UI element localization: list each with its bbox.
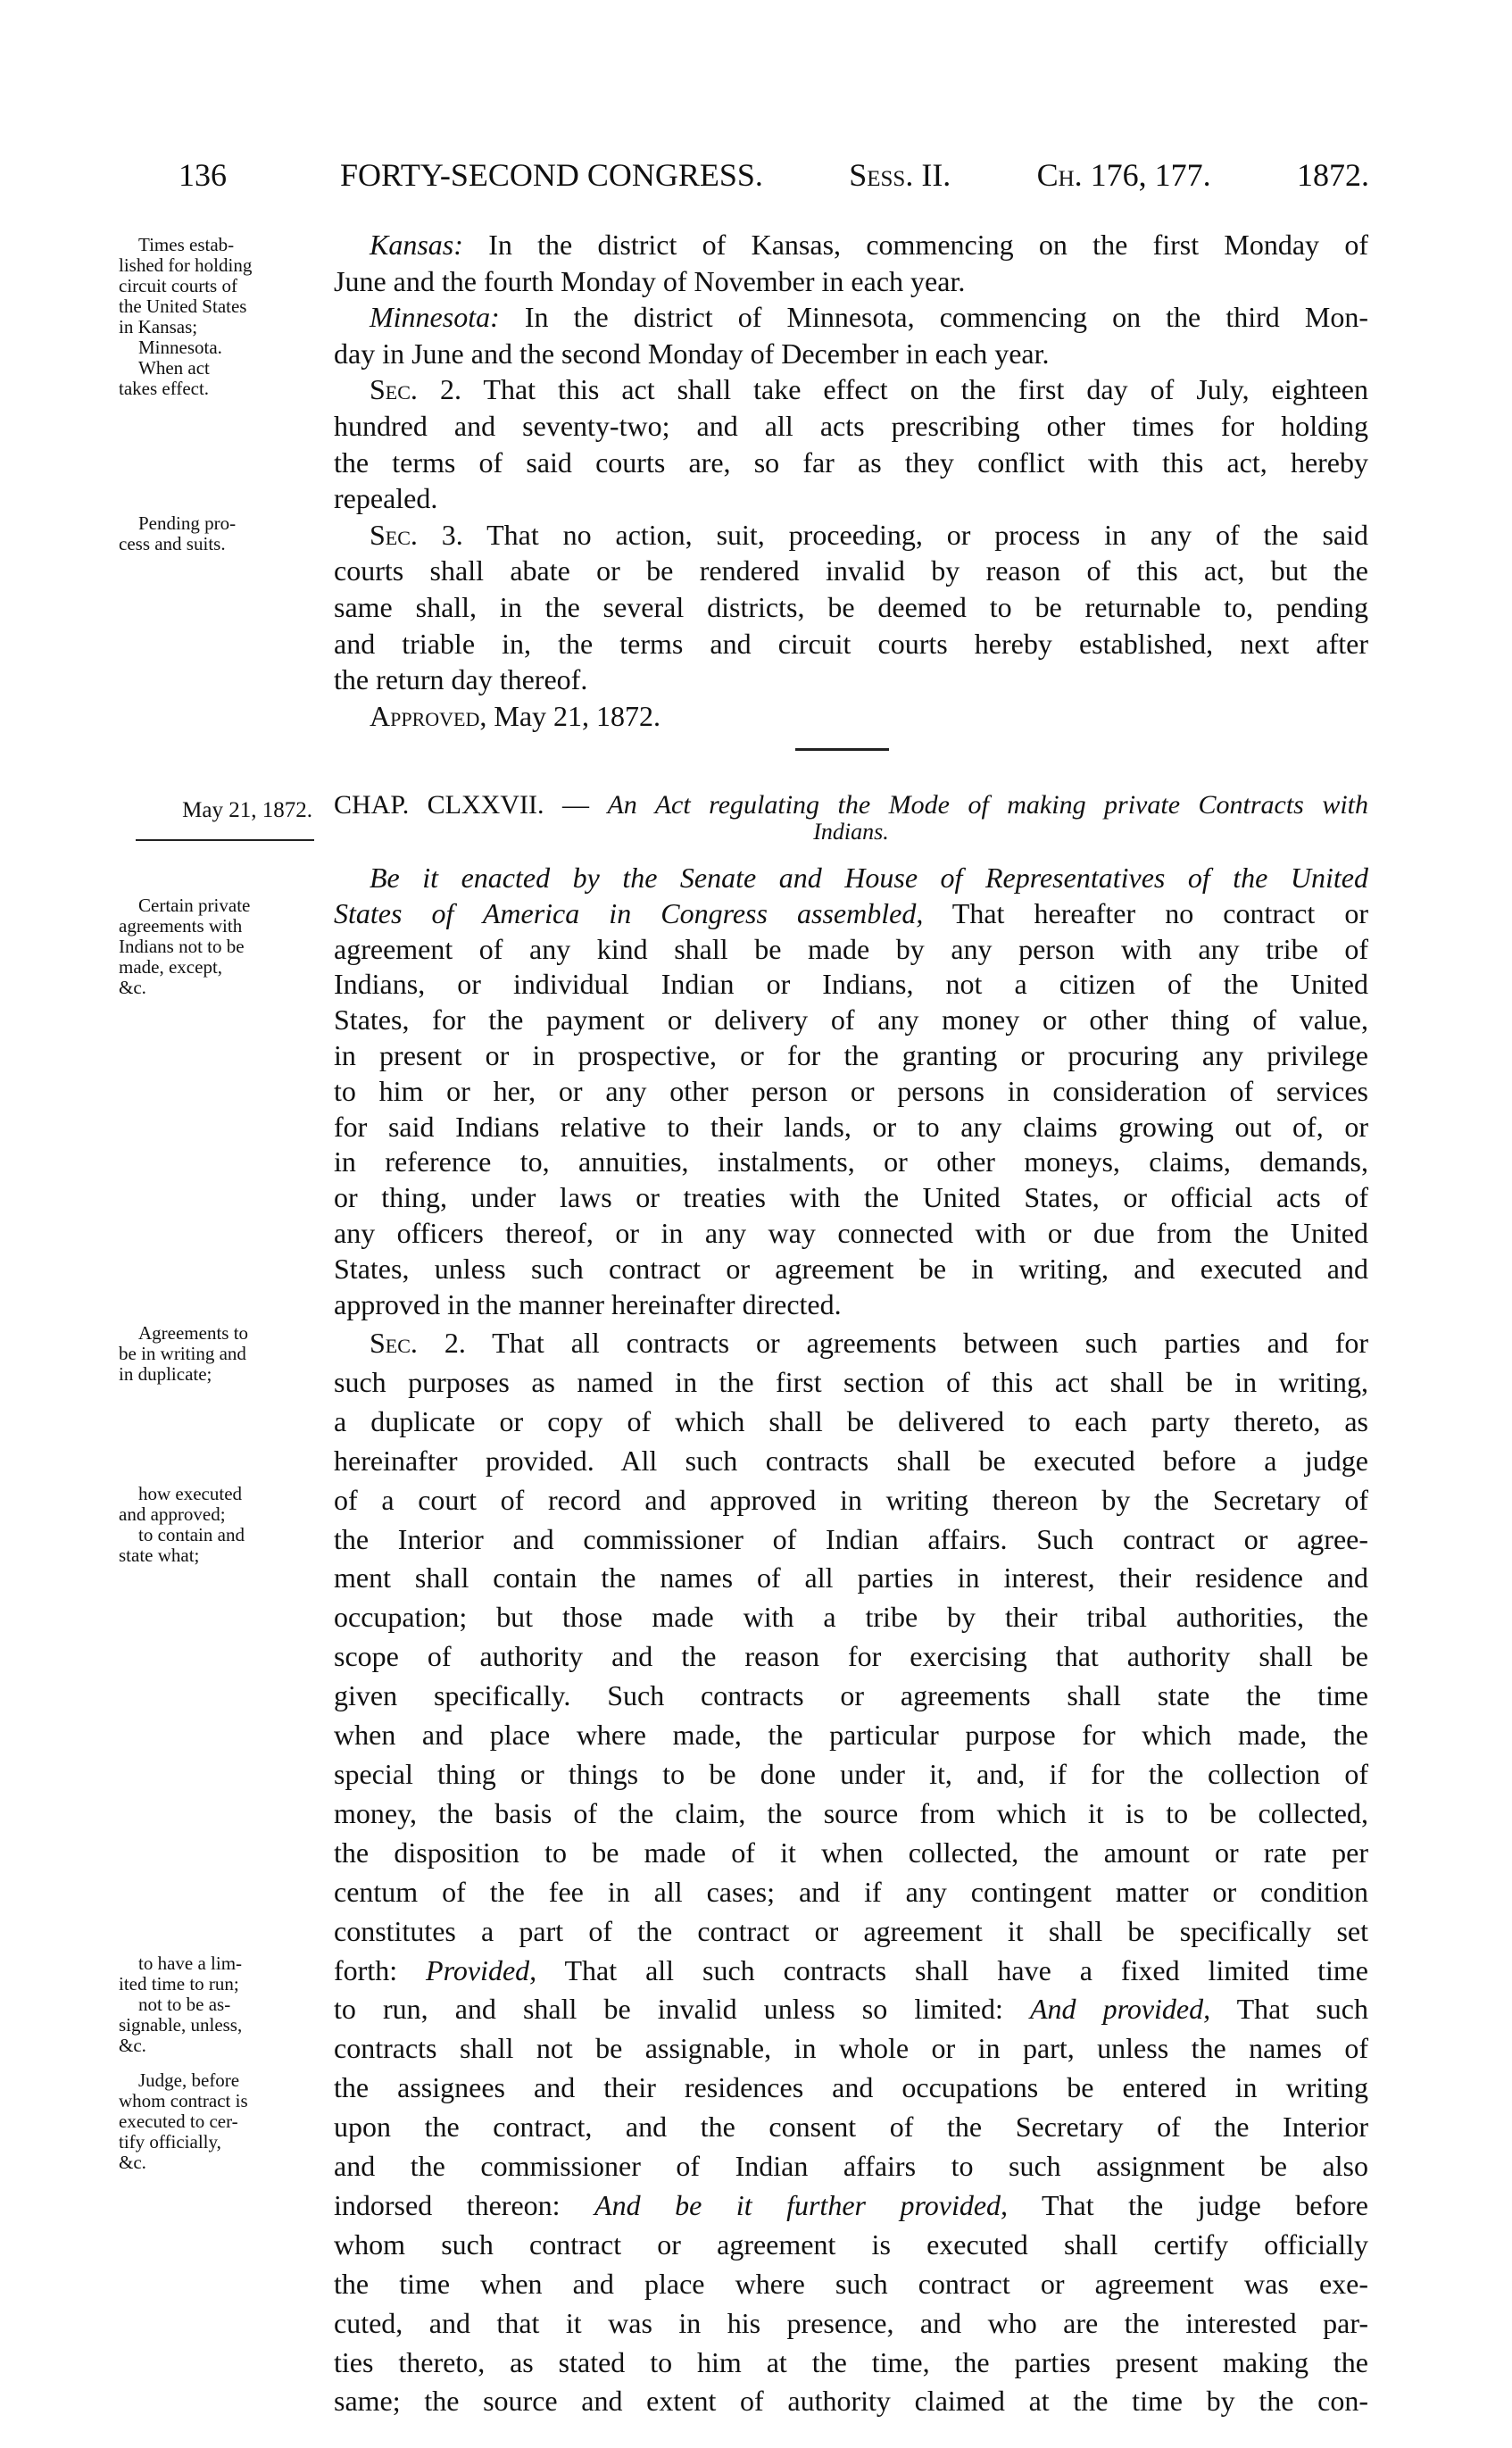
text-line bbox=[334, 1677, 1368, 1716]
text-line bbox=[334, 1363, 1368, 1403]
text-segment: whom such contract or agreement is executed shall certify officially bbox=[334, 2227, 1368, 2261]
text-segment: indorsed thereon: bbox=[334, 2188, 595, 2221]
margin-note-line: Certain private bbox=[138, 895, 251, 916]
margin-note-line: and approved; bbox=[119, 1503, 226, 1525]
text-segment: May 21, 1872. bbox=[486, 699, 661, 732]
text-line bbox=[334, 2186, 1368, 2226]
text-line bbox=[334, 227, 1368, 263]
margin-note-line: Judge, before bbox=[138, 2069, 240, 2091]
text-line bbox=[334, 1520, 1368, 1560]
chapter-title-line2: Indians. bbox=[813, 819, 889, 845]
text-segment: the return day thereof. bbox=[334, 663, 588, 696]
text-line bbox=[334, 698, 1368, 735]
text-segment: same; the source and extent of authority claimed at the time by the con- bbox=[334, 2385, 1368, 2418]
text-segment: States, for the payment or delivery of any money or other thing of value, bbox=[334, 1003, 1368, 1037]
page-number: 136 bbox=[179, 157, 227, 193]
margin-note-agreements-writing bbox=[119, 1323, 329, 1385]
chapter-number: CHAP. CLXXVII. — bbox=[334, 790, 589, 820]
text-line bbox=[334, 626, 1368, 662]
header-congress: FORTY-SECOND CONGRESS. bbox=[340, 157, 763, 193]
text-line bbox=[334, 896, 1368, 932]
margin-note-line: ited time to run; bbox=[119, 1973, 239, 1994]
margin-note-pending-process bbox=[119, 513, 329, 554]
text-line bbox=[334, 1110, 1368, 1145]
margin-note-line: made, except, bbox=[119, 956, 223, 978]
text-segment: Indians, or individual Indian or Indians, not a citizen of the United bbox=[334, 968, 1368, 1001]
text-line bbox=[334, 932, 1368, 968]
header-session: Sess. II. bbox=[849, 157, 951, 193]
margin-note-line: whom contract is bbox=[119, 2090, 248, 2111]
text-segment: centum of the fee in all cases; and if any contingent matter or condition bbox=[334, 1875, 1368, 1908]
text-line bbox=[334, 1990, 1368, 2029]
text-line bbox=[334, 263, 1368, 300]
text-segment: in present or in prospective, or for the granting or procuring any privilege bbox=[334, 1038, 1368, 1071]
text-line bbox=[334, 1074, 1368, 1110]
header-title bbox=[340, 154, 1369, 196]
text-segment: scope of authority and the reason for exercising that authority shall be bbox=[334, 1640, 1368, 1673]
margin-note-line: Minnesota. bbox=[138, 337, 222, 358]
margin-note-line: Agreements to bbox=[138, 1322, 249, 1344]
chapter-date-note: May 21, 1872. bbox=[182, 798, 312, 822]
margin-note-how-executed bbox=[119, 1484, 329, 1566]
text-line bbox=[334, 2108, 1368, 2147]
text-line bbox=[334, 1598, 1368, 1637]
text-line bbox=[334, 1559, 1368, 1598]
text-segment: 3. That no action, suit, proceeding, or process in any of the said bbox=[417, 518, 1368, 551]
text-segment: hereinafter provided. All such contracts shall be executed before a judge bbox=[334, 1444, 1368, 1477]
text-segment: States of America in Congress assembled, bbox=[334, 896, 924, 929]
text-segment: a duplicate or copy of which shall be delivered to each party thereto, as bbox=[334, 1404, 1368, 1437]
text-segment: and triable in, the terms and circuit courts hereby established, next after bbox=[334, 627, 1368, 660]
text-segment: repealed. bbox=[334, 482, 438, 515]
text-segment: Provided, bbox=[426, 1953, 537, 1986]
text-segment: contracts shall not be assignable, in whole or in part, unless the names of bbox=[334, 2032, 1368, 2065]
text-segment: given specifically. Such contracts or agreements shall state the time bbox=[334, 1679, 1368, 1712]
text-segment: courts shall abate or be rendered invalid by reason of this act, but the bbox=[334, 554, 1368, 587]
text-segment: the time when and place where such contract or agreement was exe- bbox=[334, 2267, 1368, 2300]
margin-note-line: executed to cer- bbox=[119, 2111, 238, 2132]
text-segment: upon the contract, and the consent of the Secretary of the Interior bbox=[334, 2111, 1368, 2144]
text-line bbox=[334, 1403, 1368, 1442]
text-line bbox=[334, 2069, 1368, 2108]
text-line bbox=[334, 1003, 1368, 1038]
text-segment: approved in the manner hereinafter directed. bbox=[334, 1287, 842, 1320]
date-underline bbox=[136, 839, 314, 841]
text-line bbox=[334, 2304, 1368, 2344]
text-segment: In the district of Kansas, commencing on the first Monday of bbox=[462, 229, 1368, 261]
margin-note-line: takes effect. bbox=[119, 378, 210, 399]
text-line bbox=[334, 861, 1368, 896]
text-line bbox=[334, 1912, 1368, 1952]
text-segment: That hereafter no contract or bbox=[923, 896, 1369, 929]
text-segment: Sec. bbox=[370, 518, 418, 551]
text-line bbox=[334, 553, 1368, 589]
text-block-enacting-clause bbox=[334, 861, 1368, 1322]
header-chapter: Ch. 176, 177. bbox=[1036, 157, 1211, 193]
text-line bbox=[334, 408, 1368, 445]
text-line bbox=[334, 480, 1368, 517]
text-segment: Approved, bbox=[370, 699, 487, 732]
text-segment: special thing or things to be done under it, and, if for the collection of bbox=[334, 1757, 1368, 1790]
text-line bbox=[334, 2265, 1368, 2304]
text-line bbox=[334, 1755, 1368, 1794]
text-segment: June and the fourth Monday of November in each year. bbox=[334, 264, 966, 297]
margin-note-judge-certify bbox=[119, 2070, 329, 2173]
text-segment: Kansas: bbox=[370, 229, 463, 261]
text-segment: agreement of any kind shall be made by any person with any tribe of bbox=[334, 932, 1368, 965]
text-segment: Sec. bbox=[370, 373, 418, 406]
text-segment: when and place where made, the particular purpose for which made, the bbox=[334, 1719, 1368, 1752]
margin-note-line: Times estab- bbox=[138, 234, 235, 255]
text-line bbox=[334, 517, 1368, 554]
text-segment: day in June and the second Monday of December in each year. bbox=[334, 337, 1050, 370]
text-segment: such purposes as named in the first section of this act shall be in writing, bbox=[334, 1365, 1368, 1398]
text-segment: ties thereto, as stated to him at the time, the parties present making the bbox=[334, 2345, 1368, 2378]
text-line bbox=[334, 1324, 1368, 1363]
margin-note-line: &c. bbox=[119, 977, 146, 998]
text-segment: Minnesota: bbox=[370, 301, 500, 334]
margin-note-line: circuit courts of bbox=[119, 275, 237, 296]
margin-note-line: Pending pro- bbox=[138, 512, 237, 534]
text-segment: the assignees and their residences and occupations be entered in writing bbox=[334, 2071, 1368, 2104]
margin-note-line: &c. bbox=[119, 2035, 146, 2056]
text-segment: constitutes a part of the contract or agreement it shall be specifically set bbox=[334, 1914, 1368, 1947]
chapter-heading bbox=[334, 792, 1368, 845]
header-year: 1872. bbox=[1296, 157, 1369, 193]
margin-note-line: When act bbox=[138, 357, 210, 379]
text-segment: Sec. bbox=[370, 1327, 418, 1359]
margin-note-line: be in writing and bbox=[119, 1343, 246, 1364]
text-line bbox=[334, 1952, 1368, 1991]
margin-note-certain-private-agreements bbox=[119, 895, 329, 998]
margin-note-line: in duplicate; bbox=[119, 1363, 212, 1385]
text-segment: cuted, and that it was in his presence, and who are the interested par- bbox=[334, 2306, 1368, 2339]
text-line bbox=[334, 1180, 1368, 1216]
margin-note-line: not to be as- bbox=[138, 1994, 231, 2015]
text-line bbox=[334, 2147, 1368, 2186]
text-segment: That all such contracts shall have a fixed limited time bbox=[536, 1953, 1369, 1986]
text-line bbox=[334, 2382, 1368, 2421]
margin-note-line: state what; bbox=[119, 1545, 200, 1566]
text-line bbox=[334, 445, 1368, 481]
text-block-section-2 bbox=[334, 1324, 1368, 2421]
text-line bbox=[334, 1252, 1368, 1287]
running-header bbox=[179, 154, 1369, 196]
text-segment: That the judge before bbox=[1008, 2188, 1368, 2221]
chapter-title: An Act regulating the Mode of making private Contracts with bbox=[607, 790, 1369, 820]
text-line bbox=[334, 589, 1368, 626]
margin-note-limited-time bbox=[119, 1953, 329, 2056]
margin-note-line: the United States bbox=[119, 296, 247, 317]
text-segment: States, unless such contract or agreement be in writing, and executed and bbox=[334, 1252, 1368, 1285]
margin-note-line: agreements with bbox=[119, 915, 243, 937]
text-line bbox=[334, 1216, 1368, 1252]
text-segment: the terms of said courts are, so far as they conflict with this act, hereby bbox=[334, 445, 1368, 479]
text-segment: any officers thereof, or in any way connected with or due from the United bbox=[334, 1216, 1368, 1249]
margin-note-line: tify officially, bbox=[119, 2131, 221, 2152]
text-segment: That such bbox=[1210, 1993, 1369, 2026]
text-segment: forth: bbox=[334, 1953, 427, 1986]
margin-note-line: lished for holding bbox=[119, 254, 253, 276]
text-segment: same shall, in the several districts, be deemed to be returnable to, pending bbox=[334, 590, 1368, 623]
text-segment: to him or her, or any other person or persons in consideration of services bbox=[334, 1074, 1368, 1107]
margin-note-times-established bbox=[119, 235, 329, 399]
text-segment: in reference to, annuities, instalments, or other moneys, claims, demands, bbox=[334, 1145, 1368, 1178]
text-line bbox=[334, 2344, 1368, 2383]
text-segment: And be it further provided, bbox=[594, 2188, 1009, 2221]
margin-note-line: how executed bbox=[138, 1483, 243, 1504]
text-segment: the Interior and commissioner of Indian affairs. Such contract or agree- bbox=[334, 1522, 1368, 1555]
text-line bbox=[334, 662, 1368, 698]
margin-note-line: Indians not to be bbox=[119, 936, 245, 957]
text-line bbox=[334, 2226, 1368, 2265]
text-segment: or thing, under laws or treaties with the United States, or official acts of bbox=[334, 1181, 1368, 1214]
text-block-chapter-176 bbox=[334, 227, 1368, 734]
text-line bbox=[334, 967, 1368, 1003]
text-segment: hundred and seventy-two; and all acts prescribing other times for holding bbox=[334, 409, 1368, 442]
text-line bbox=[334, 1794, 1368, 1834]
text-segment: And provided, bbox=[1029, 1993, 1211, 2026]
text-line bbox=[334, 1834, 1368, 1873]
text-segment: money, the basis of the claim, the source from which it is to be collected, bbox=[334, 1796, 1368, 1829]
text-line bbox=[334, 1287, 1368, 1323]
text-line bbox=[334, 1145, 1368, 1180]
margin-note-line: to contain and bbox=[138, 1524, 245, 1545]
text-segment: 2. That this act shall take effect on the first day of July, eighteen bbox=[417, 373, 1368, 406]
text-line bbox=[334, 1716, 1368, 1755]
text-line bbox=[334, 371, 1368, 408]
chapter-heading-line1 bbox=[334, 792, 1368, 819]
text-line bbox=[334, 2029, 1368, 2069]
text-segment: 2. That all contracts or agreements between such parties and for bbox=[417, 1327, 1368, 1359]
text-line bbox=[334, 336, 1368, 372]
margin-note-line: &c. bbox=[119, 2152, 146, 2173]
text-line bbox=[334, 299, 1368, 336]
section-divider bbox=[795, 748, 889, 751]
text-segment: the disposition to be made of it when collected, the amount or rate per bbox=[334, 1836, 1368, 1869]
text-segment: to run, and shall be invalid unless so limited: bbox=[334, 1993, 1030, 2026]
text-segment: Be it enacted by the Senate and House of Representatives of the United bbox=[370, 862, 1368, 894]
text-segment: ment shall contain the names of all parties in interest, their residence and bbox=[334, 1561, 1368, 1595]
margin-note-line: to have a lim- bbox=[138, 1953, 243, 1974]
text-line bbox=[334, 1481, 1368, 1520]
text-segment: and the commissioner of Indian affairs to such assignment be also bbox=[334, 2150, 1368, 2183]
margin-note-line: in Kansas; bbox=[119, 316, 198, 337]
text-line bbox=[334, 1442, 1368, 1481]
text-line bbox=[334, 1038, 1368, 1074]
text-segment: for said Indians relative to their lands, or to any claims growing out of, or bbox=[334, 1110, 1368, 1143]
text-segment: of a court of record and approved in writing thereon by the Secretary of bbox=[334, 1483, 1368, 1516]
text-segment: occupation; but those made with a tribe by their tribal authorities, the bbox=[334, 1601, 1368, 1634]
margin-note-line: cess and suits. bbox=[119, 533, 226, 554]
text-segment: In the district of Minnesota, commencing on the third Mon- bbox=[499, 301, 1368, 334]
text-line bbox=[334, 1637, 1368, 1677]
margin-note-line: signable, unless, bbox=[119, 2014, 243, 2036]
text-line bbox=[334, 1873, 1368, 1912]
